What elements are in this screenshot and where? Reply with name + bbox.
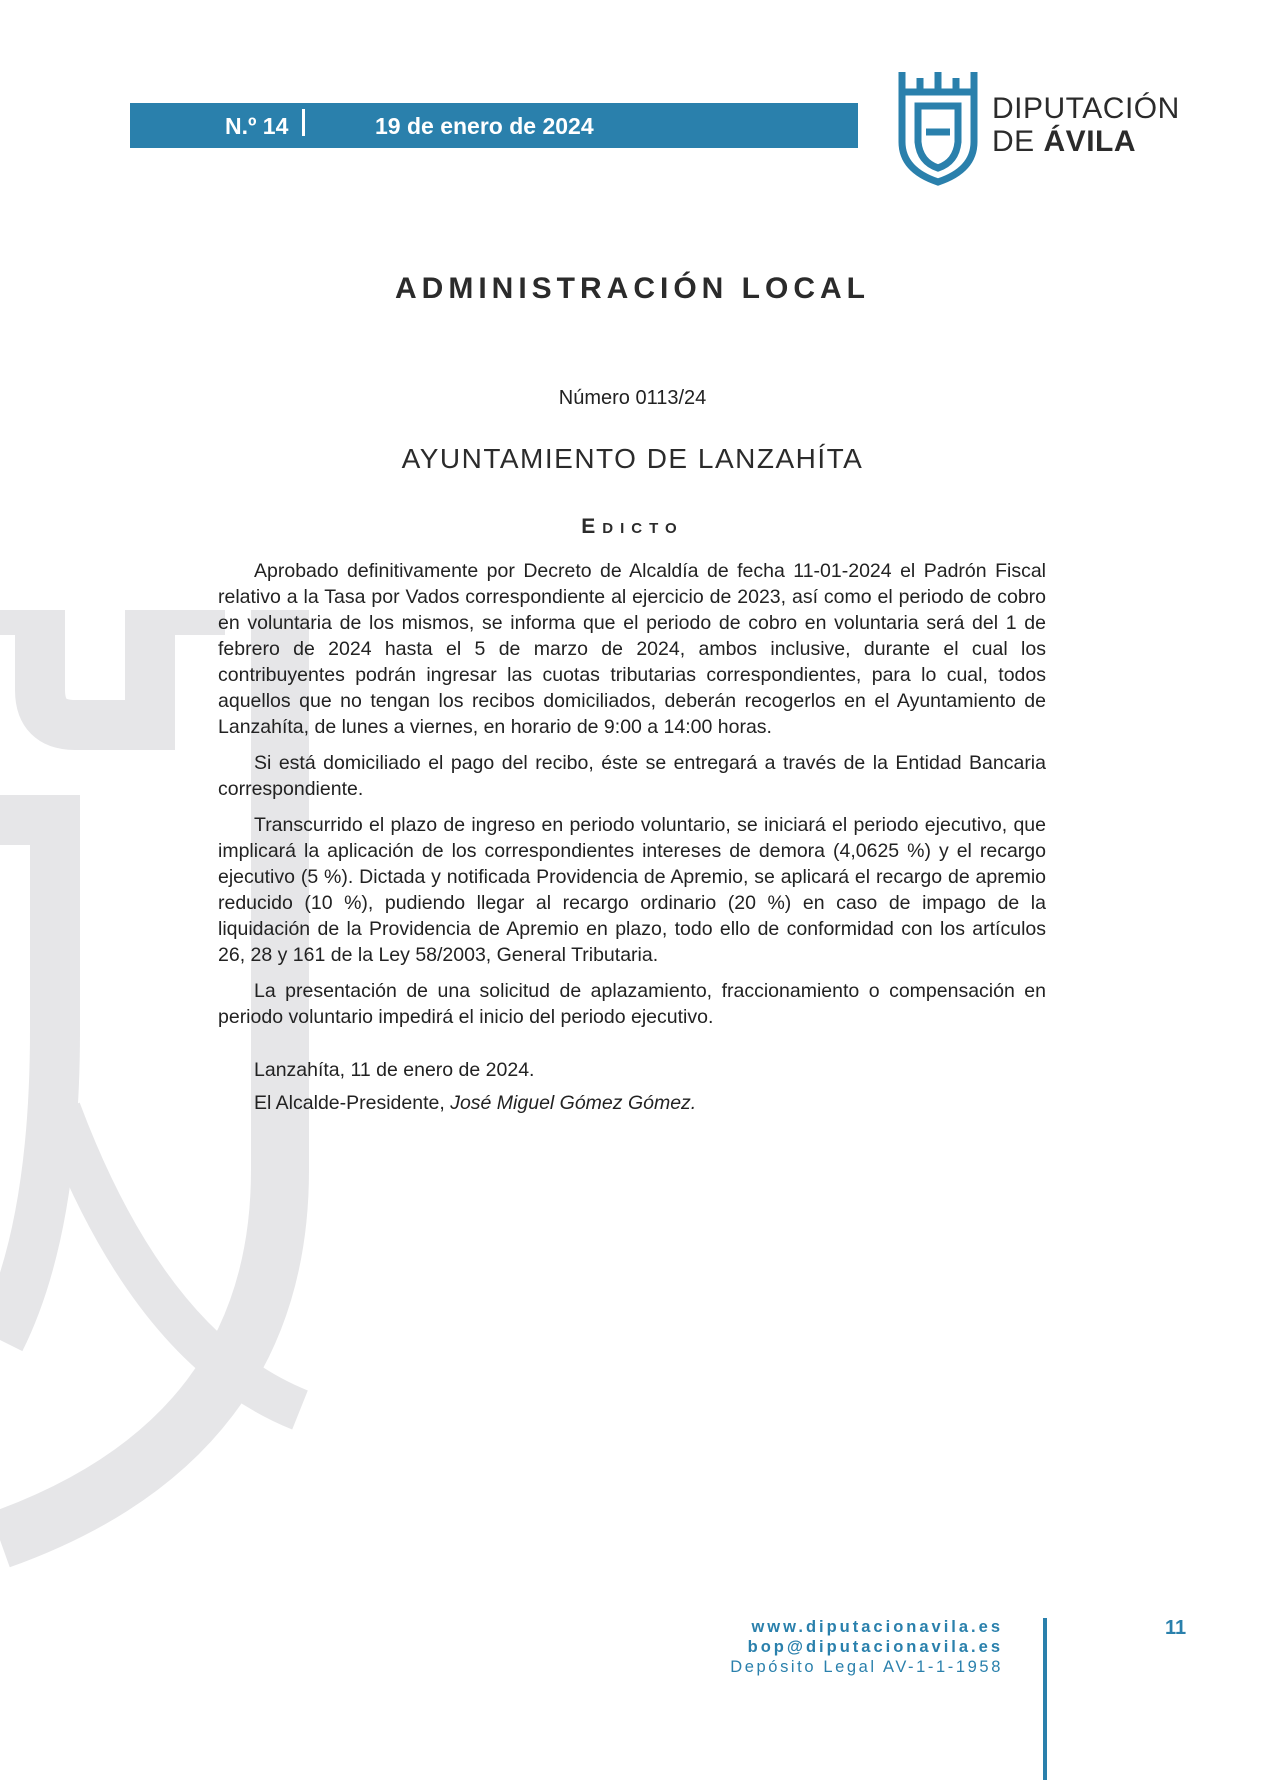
document-type: Edicto <box>581 515 684 538</box>
closing-block <box>218 1054 1046 1120</box>
issue-date: 19 de enero de 2024 <box>375 113 594 139</box>
reference-number: Número 0113/24 <box>558 387 707 409</box>
logo-line-1: DIPUTACIÓN <box>992 92 1180 125</box>
logo-line-2-prefix: DE <box>992 125 1044 158</box>
diputacion-logo-text <box>992 92 1180 158</box>
paragraph-4: La presentación de una solicitud de aplazamiento, fraccionamiento o compensación en periodo voluntario impedirá el inicio del periodo ejecutivo. <box>218 980 1046 1028</box>
signer-name: José Miguel Gómez Gómez. <box>450 1092 697 1114</box>
paragraph-2: Si está domiciliado el pago del recibo, éste se entregará a través de la Entidad Bancaria correspondiente. <box>218 752 1046 800</box>
bulletin-header-bar <box>130 103 858 148</box>
place-date: Lanzahíta, 11 de enero de 2024. <box>254 1059 535 1081</box>
edict-body <box>218 558 1046 1120</box>
footer-email-link[interactable]: bop@diputacionavila.es <box>747 1638 1003 1656</box>
page-number: 11 <box>1165 1617 1187 1639</box>
header-separator <box>302 109 305 136</box>
footer-divider <box>1043 1618 1047 1780</box>
logo-line-2 <box>992 125 1180 158</box>
legal-deposit: Depósito Legal AV-1-1-1958 <box>730 1658 1003 1676</box>
issue-number: N.º 14 <box>225 113 289 139</box>
footer-website-link[interactable]: www.diputacionavila.es <box>751 1618 1003 1636</box>
paragraph-3: Transcurrido el plazo de ingreso en periodo voluntario, se iniciará el periodo ejecutivo, que implicará la aplicación de los correspondientes intereses de demora (4,0625 %) y el recargo ejecutivo (5 %). Dictada y notificada Providencia de Apremio, se aplicará el recargo de apremio reducido (10 %), pudiendo llegar al recargo ordinario (20 %) en caso de impago de la liquidación de la Providencia de Apremio en plazo, todo ello de conformidad con los artículos 26, 28 y 161 de la Ley 58/2003, General Tributaria. <box>218 814 1046 966</box>
signer-role: El Alcalde-Presidente, <box>254 1092 451 1114</box>
castle-shield-icon <box>898 72 978 186</box>
section-title: ADMINISTRACIÓN LOCAL <box>395 272 870 305</box>
issuer-title: AYUNTAMIENTO DE LANZAHÍTA <box>401 443 864 474</box>
signature-line <box>254 1087 1046 1120</box>
paragraph-1: Aprobado definitivamente por Decreto de Alcaldía de fecha 11-01-2024 el Padrón Fiscal relativo a la Tasa por Vados correspondiente al ejercicio de 2023, así como el periodo de cobro en voluntaria de los mismos, se informa que el periodo de cobro en voluntaria será del 1 de febrero de 2024 hasta el 5 de marzo de 2024, ambos inclusive, durante el cual los contribuyentes podrán ingresar las cuotas tributarias correspondientes, para lo cual, todos aquellos que no tengan los recibos domiciliados, deberán recogerlos en el Ayuntamiento de Lanzahíta, de lunes a viernes, en horario de 9:00 a 14:00 horas. <box>218 560 1046 738</box>
footer-contact <box>730 1617 1003 1677</box>
logo-line-2-bold: ÁVILA <box>1043 125 1137 158</box>
